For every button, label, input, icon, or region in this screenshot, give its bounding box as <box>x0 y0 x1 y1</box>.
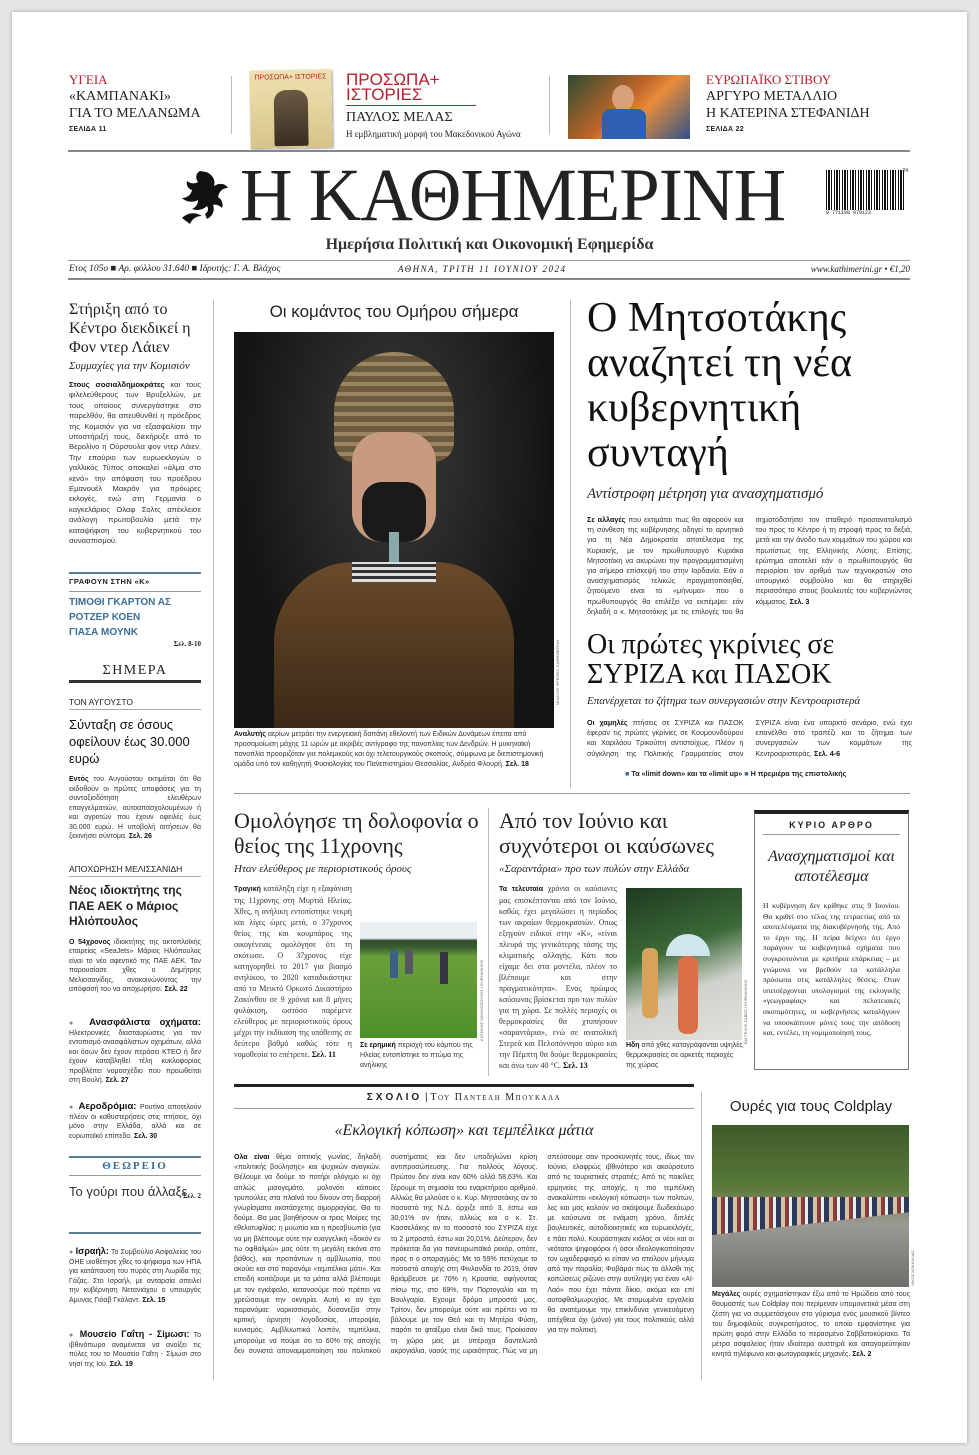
comment-body: Ολα είναι θέμα οπτικής γωνίας, δηλαδή «πολιτικής βούλησης» και ψυχικών αναγκών. Θέλουμε να δούμε το ποτήρι ολόγεμο κι όχι απλώς μισογεμάτο, μολονότι κάποιες τρυπούλες στα πλαϊνά του δίνουν στη διαρροή γνωρίσματα ακατάσχετης αιμορραγίας. Θα το δούμε. Θα μας βοηθήσουν οι τρεις Μοίρες της εθελοτυφλίας: η μυωπία και η πρεσβυωπία (για να μη βλέπουμε ούτε την ευαγγελική «δοκόν εν τω οφθαλμώ» μας ούτε τη μεγάλη εικόνα στο βάθος), και προπάντων η αμβλυωπία, που ακούει και στο παρανόμι «τεμπέλικο μάτι». Και επειδή κοιτάζουμε με τα μάτια αλλά βλέπουμε με τον εγκέφαλο, κατανοούμε πού πρέπει να χρεώσουμε την οκνηρία. Αυτή κι αν έχει παρανόμια: ναρκισσισμός, δυσανεξία στην κριτική, άρνηση λογοδοσίας, υπεροψία, κυνισμός. Αμβλυωπικά λοιπόν, τεμπέλικα, μπορούμε να πούμε ότι το 60% της αποχής δεν συνιστά αποναμιμοποίηση του πολιτικού συστήματος και δεν υποδηλώνει κρίση αντιπροσώπευσης. Για πολλούς λόγους. Πρώτον δεν είναι καν 60% αλλά 58,63%. Και ξέρουμε τη σημασία του εναρκτήριου αριθμού. Αλλιώς θα μιλούσε ο κ. Κυρ. Μητσοτάκης αν το ποσοστό της Ν.Δ. άρχιζε από 3, έστω και 30,01% αν ήταν, αλλιώς και ο κ. Στ. Κασσελάκης αν το ποσοστό του ΣΥΡΙΖΑ είχε το 2 μπροστά, έστω και 20,01%. Δεύτερον, δεν πρόκειται δα για πανευρωπαϊκό ρεκόρ, οπότε, προς τι ο σπαραγμός; Με το 59% πετύχαμε το ποσοστό αποχής στη Φινλανδία το 2019, όταν θριάμβευσε με 70% η Κροατία, αφήνοντας πίσω της, στο 69%, την Πορτογαλία και τη Βουλγαρία. Εχουμε δρόμο μπροστά μας. Τρίτον, δεν μπορούμε ούτε και πρέπει να τα βάλουμε με τον Θεό και τη Μητέρα Φύση, παρότι το φταίξιμο είναι δικό τους. Προίκισαν τη χώρα μας με υπέροχα δαντελωτά ακρογιάλια, ναούς της ωραιότητας. Πώς να μη σπεύσουμε σαν προσκυνητές τους, ιδίως τον Ιούνιο, ελαφρώς ιβθινότερο και ακούρσευτο από τις τουριστικές στρατιές; Από τις ποικίλες ερμηνείες της αποχής, η πιο τεμπέλικη ανακαλύπτει «εκλογική κόπωση» των πολιτών, λες και μας καλούν να σκάψουμε δωδεκάωρο με καύσωνα σε ενάμιση χρόνο, διπλές βουλευτικές, αυτοδιοικητικές και ευρωεκλογές, ε πάει πολύ. Κουράστηκαν κιόλας οι νέοι και οι νεότατοι ψηφοφόροι ή όσοι ιδεολογικοποίησαν τον ωχαδερφισμό κι είπαν να στείλουν μήνυμα από την παραλία; Φοβάμαι πως το άλλοθι της κοπώσεως ριζώνει στην αντίληψη για έναν «Αϊ-Λαό» που έχει πάντα δίκιο, ακόμα και επί αυτοφθαλμωρυχίας. Με στομωμένα εργαλεία θα ανατέμουμε την επικίνδυνα γενικευόμενη απέχθεια όχι (μόνο) για τους πολιτικούς αλλά για την πολιτική. <box>234 1154 694 1355</box>
writer-name: ΓΙΑΣΑ ΜΟΥΝΚ <box>69 627 138 638</box>
headline: Οι πρώτες γκρίνιες σε ΣΥΡΙΖΑ και ΠΑΣΟΚ <box>587 629 835 690</box>
heat-photo <box>626 888 742 1040</box>
article-body: Σε αλλαγές που εκτιμάται πως θα αφορούν και τη σύνθεση της κυβέρνησης οδηγεί το αρνητικό για τη Νέα Δημοκρατία αποτέλεσμα της Κυριακής, με τον πρωθυπουργό Κυριάκο Μητσοτάκη να ακυρώνει την προγραμματισμένη για σήμερα επίσκεψή του στην Ιορδανία. Εάν ο ανασχηματισμός τελικώς πραγματοποιηθεί, ζητούμενο είναι το «μήνυμα» που ο πρωθυπουργός θα επιλέξει να εκπέμψει: εάν δηλαδή ο κ. Μητσοτάκης με τις επιλογές του θα σηματοδοτήσει τον σταθερό προσανατολισμό του προς το Κέντρο ή τη στροφή προς τα δεξιά, μετά και την άνοδο των κομμάτων του χώρου και πρωτίστως της Ελληνικής Λύσης. Επίσης, ερώτημα αποτελεί εάν ο πρωθυπουργός θα περιορίσει τον αριθμό των τεχνοκρατών στο υπουργικό συμβούλιο και θα στηριχθεί περισσότερο στους βουλευτές του κυβερνώντος κόμματος. Σελ. 3 <box>587 515 912 616</box>
teaser-health[interactable] <box>69 72 219 133</box>
related-links: ■ Τα «limit down» και τα «limit up» ■ Η πρεμιέρα της επιστολικής <box>625 768 847 778</box>
headline: Ομολόγησε τη δολοφονία ο θείος της 11χρονης <box>234 808 479 858</box>
subheadline: «Σαραντάρια» προ των πυλών στην Ελλάδα <box>499 863 690 875</box>
kicker: ΑΠΟΧΩΡΗΣΗ ΜΕΛΙΣΣΑΝΙΔΗ <box>69 864 201 877</box>
teaser-kicker: ΥΓΕΙΑ <box>69 72 108 87</box>
main-story[interactable] <box>587 296 912 617</box>
barcode-number: 9 771108 979123 <box>826 210 872 216</box>
story-theorio[interactable] <box>69 1183 201 1200</box>
photo-credit: ΜΙΧΑΛΗΣ ΦΡΕΙΡΑΣ, ΚΑΘΗΜΕΡΙΝΗ <box>555 640 560 706</box>
related-link[interactable]: Τα «limit down» και τα «limit up» <box>631 768 743 778</box>
article-body: Τα τελευταία χρόνια οι καύσωνες μας επισκέπτονται από τον Ιούνιο, καθώς έχει μεγαλώσει η περίοδος των ακραίων θερμοκρασιών. Οπως εξηγούν ειδικοί στην «Κ», «είναι πλευρά της γενικότερης τάσης της κλιματικής αλλαγής. Κάτι που είχαμε δει στα μοντέλα, πλέον το βλέπουμε και στην πραγματικότητα». Ενας πρώιμος καύσωνας βρίσκεται προ των πυλών για τη χώρα. Σε πολλές περιοχές οι θερμοκρασίες θα χτυπήσουν «σαραντάρια», ενώ σε ανατολική Στερεά και Πελοπόννησο αύριο και την Πέμπτη θα δούμε θερμοκρασίες και άνω των 40 °C. Σελ. 13 <box>499 884 617 1070</box>
writer-name: ΡΟΤΖΕΡ ΚΟΕΝ <box>69 612 141 623</box>
teaser-kicker: ΕΥΡΩΠΑΪΚΟ ΣΤΙΒΟΥ <box>706 72 832 87</box>
page-ref: Σελ. 8-10 <box>173 640 201 648</box>
coldplay-title: Ουρές για τους Coldplay <box>729 1098 893 1115</box>
kicker: ΤΟΝ ΑΥΓΟΥΣΤΟ <box>69 697 201 710</box>
story-pension[interactable] <box>69 697 201 842</box>
story-von-der-leyen[interactable] <box>69 300 201 547</box>
book-cover-logo: ΠΡΟΣΩΠΑ+ ΙΣΤΟΡΙΕΣ <box>254 73 327 82</box>
comment-label: ΣΧΟΛΙΟ <box>366 1092 423 1103</box>
brief-text: ● Αεροδρόμια: Ρουτίνα αποτελούν πλέον οι καθυστερήσεις στις πτήσεις, όχι μόνο στην Ελλάδα, αλλά και σε ευρωπαϊκό επίπεδο. Σελ. 30 <box>69 1101 201 1140</box>
writer-name: ΤΙΜΟΘΙ ΓΚΑΡΤΟΝ ΑΣ <box>69 597 172 608</box>
second-story[interactable] <box>587 630 912 778</box>
theorio-label: ΘΕΩΡΕΙΟ <box>102 1160 168 1172</box>
subheadline: Ηταν ελεύθερος με περιοριστικούς όρους <box>234 863 412 875</box>
brief-israel[interactable] <box>69 1247 201 1305</box>
teaser-page: ΣΕΛΙΔΑ 22 <box>706 126 745 133</box>
issue-date: ΑΘΗΝΑ, ΤΡΙΤΗ 11 ΙΟΥΝΙΟΥ 2024 <box>398 264 567 274</box>
comment-title: «Εκλογική κόπωση» και τεμπέλικα μάτια <box>334 1122 594 1139</box>
headline: Το γούρι που άλλαξε <box>69 1184 188 1199</box>
photo-caption: Σε ερημική περιοχή του κάμπου της Ηλείας εντοπίστηκε το πτώμα της ανήλικης <box>360 1042 473 1069</box>
photo-credit: ΒΑΓΓΕΛΗΣ ΖΑΒΟΣ / EUROKINISSI <box>743 980 748 1045</box>
article-body: Εντός του Αυγούστου εκτιμάται ότι θα εκδοθούν οι πρώτες αποφάσεις για τη συνταξιοδότηση ελευθέρων επαγγελματιών, αυτοαπασχολουμένων ή και αγροτών που έχουν οφειλές έως 30.000 ευρώ. Η υποβολή αιτήσεων θα ξεκινήσει σύντομα. Σελ. 26 <box>69 776 201 840</box>
athlete-photo <box>568 75 690 139</box>
coldplay-caption: Μεγάλες ουρές σχηματίστηκαν έξω από το Ηρώδειο από τους θαυμαστές των Coldplay που περίμεναν υπομονετικά μέσα στη ζέστη για να συμμετάσχουν στο γύρισμα ενός μουσικού βίντεο του δημοφιλούς συγκροτήματος, το οποίο εμφανίστηκε για πρώτη φορά στην Ελλάδα το περασμένο Σαββατοκύριακο. Τα μέτρα ασφαλείας ήταν ιδιαίτερα αυστηρά και απαγορεύτηκαν κινητά τηλέφωνα και φωτογραφικές μηχανές. Σελ. 2 <box>712 1291 910 1358</box>
photo-credit: ΝΙΚΟΣ ΚΟΚΚΑΛΙΑΣ <box>910 1250 915 1286</box>
coldplay-queue-photo <box>712 1125 909 1287</box>
teaser-persons-stories[interactable] <box>346 72 536 139</box>
photo-caption: Αναλυτής αερίων μετράει την ενεργειακή δαπάνη εθελοντή των Ειδικών Δυνάμεων έπειτα από προσομοίωση μάχης 11 ωρών με ακριβές αντίγραφο της πανοπλίας των Δενδρών. Η μυκηναϊκή πανοπλία προοριζόταν για πολεμικούς και όχι τελετουργικούς σκοπούς, σύμφωνα με διεπιστημονική ομάδα υπό τον καθηγητή Φυσιολογίας του Πανεπιστημίου Θεσσαλίας, Ανδρέα Φλουρή. Σελ. 18 <box>234 731 544 768</box>
issue-number: 24 <box>902 168 908 174</box>
editorial-label: ΚΥΡΙΟ ΑΡΘΡΟ <box>763 820 900 835</box>
article-body: Ο 54χρονος ιδιοκτήτης της ακτοπλοϊκής εταιρείας «SeaJets» Μάριος Ηλιόπουλος είναι το νέο αφεντικό της ΠΑΕ ΑΕΚ. Τον παρουσίασε χθες ο Δημήτρης Μελισσανίδης, ανακοινώνοντας την απόφασή του να αποχωρήσει. Σελ. 22 <box>69 938 202 993</box>
editorial-title: Ανασχηματισμοί και αποτέλεσμα <box>768 848 895 885</box>
brief-uninsured-vehicles[interactable] <box>69 1018 201 1086</box>
main-headline: Ο Μητσοτάκης αναζητεί τη νέα κυβερνητική συνταγή <box>587 295 853 476</box>
story-aek[interactable] <box>69 864 201 995</box>
headline: Νέος ιδιοκτήτης της ΠΑΕ ΑΕΚ ο Μάριος Ηλιόπουλος <box>69 883 182 928</box>
field-photo <box>360 922 477 1038</box>
headline: Στήριξη από το Κέντρο διεκδικεί η Φον ντερ Λάιεν <box>69 301 191 356</box>
tagline: Ημερήσια Πολιτική και Οικονομική Εφημερίδα <box>325 236 654 253</box>
writers-box[interactable] <box>69 577 201 648</box>
photo-credit: ΑΝΤΩΝΗΣ ΝΙΚΟΛΟΠΟΥΛΟΣ / EUROKINISSI <box>479 960 484 1042</box>
subheadline: Συμμαχίες για την Κομισιόν <box>69 360 190 372</box>
commando-photo <box>234 332 554 728</box>
teaser-line: ΓΙΑ ΤΟ ΜΕΛΑΝΩΜΑ <box>69 106 201 121</box>
subheadline: Επανέρχεται το ζήτημα των συνεργασιών στην Κεντροαριστερά <box>587 695 861 707</box>
teaser-page: ΣΕΛΙΔΑ 11 <box>69 126 107 133</box>
writers-label: ΓΡΑΦΟΥΝ ΣΤΗΝ «Κ» <box>69 577 150 586</box>
article-body: Οι χαμηλές πτήσεις σε ΣΥΡΙΖΑ και ΠΑΣΟΚ έφεραν τις πρώτες γκρίνιες σε Κουμουνδούρου και Χαριλάου Τρικούπη αντιστοίχως. Πλέον η σύγκληση της Πολιτικής Γραμματείας στον ΣΥΡΙΖΑ είναι ένα υπαρκτό σενάριο, ενώ έχει επανέλθει στο τραπέζι και το ζήτημα των συνεργασιών των κομμάτων της Κεντροαριστεράς. Σελ. 4-6 <box>587 718 912 758</box>
related-link[interactable]: Η πρεμιέρα της επιστολικής <box>750 768 847 778</box>
section-today-label: ΣΗΜΕΡΑ <box>102 663 168 678</box>
teaser-athletics[interactable] <box>706 72 916 133</box>
teaser-title: ΠΑΥΛΟΣ ΜΕΛΑΣ <box>346 110 453 125</box>
teaser-line: «ΚΑΜΠΑΝΑΚΙ» <box>69 89 171 104</box>
editorial-body: Η κυβέρνηση δεν κρίθηκε στις 9 Ιουνίου. Θα κριθεί στο τέλος της τετραετίας από τα αποτελέσματα της διακυβέρνησής της. Από το έργο της. Η πείρα δείχνει ότι έργο παράγουν τα κυβερνητικά σχήματα που συγκροτούνται με κριτήρια επάρκειας – με γνώμονα να βρεθούν τα κατάλληλα πρόσωπα στις κατάλληλες θέσεις. Οταν υπεισέρχονται υπολογισμοί της εκλογικής «γεωγραφίας» και πελατειακές σκοπιμότητες, οι κυβερνήσεις καταλήγουν να υποσκάπτουν μόνες τους την απόδοση και, εντέλει, τη νομιμοποίησή τους. <box>763 901 900 1038</box>
headline: Σύνταξη σε όσους οφείλουν έως 30.000 ευρώ <box>69 717 190 766</box>
brief-airports[interactable] <box>69 1102 201 1141</box>
series-logo: ΠΡΟΣΩΠΑ+ ΙΣΤΟΡΙΕΣ <box>346 72 476 106</box>
brief-text: ● Μουσείο Γαΐτη - Σίμωσι: Το ιβθινόπωρο αναμένεται να ανοίξει τις πύλες του το Μουσείο Γαΐτη - Σίμωσι στο νησί της Ιου. Σελ. 19 <box>69 1329 201 1368</box>
editorial-box[interactable] <box>754 810 909 1070</box>
comment-author: Του Παντελη Μπουκαλα <box>430 1092 562 1103</box>
page-ref: Σελ. 2 <box>182 1192 201 1200</box>
website-price[interactable]: www.kathimerini.gr • €1,20 <box>810 264 910 274</box>
teaser-subtitle: Η εμβληματική μορφή του Μακεδονικού Αγώνα <box>346 129 521 139</box>
main-subheadline: Αντίστροφη μέτρηση για ανασχηματισμό <box>587 486 824 502</box>
griffin-logo-icon <box>176 168 232 226</box>
headline: Από τον Ιούνιο και συχνότεροι οι καύσωνες <box>499 808 714 858</box>
comment-header: ΣΧΟΛΙΟ | Του Παντελη Μπουκαλα <box>366 1092 562 1103</box>
barcode <box>826 170 906 220</box>
newspaper-title: Η ΚΑΘΗΜΕΡΙΝΗ <box>240 154 786 237</box>
teaser-line: ΑΡΓΥΡΟ ΜΕΤΑΛΛΙΟ <box>706 89 838 104</box>
photo-caption: Ηδη από χθες καταγράφονται υψηλές θερμοκρασίες σε αρκετές περιοχές της χώρας <box>626 1042 743 1069</box>
photo-story-title: Οι κομάντος του Ομήρου σήμερα <box>269 302 519 321</box>
brief-text: ● Ισραήλ: Το Συμβούλιο Ασφαλείας του ΟΗΕ υιοθέτησε χθες το ψήφισμα των ΗΠΑ για κατάπαυση του πυρός στη Λωρίδα της Γάζας. Στο Ισραήλ, με ανταρσία απειλεί την κυβέρνηση Νετανιάχου ο υπουργός Αμυνας Γιόαβ Γκάλαντ. Σελ. 15 <box>69 1246 201 1304</box>
teaser-line: Η ΚΑΤΕΡΙΝΑ ΣΤΕΦΑΝΙΔΗ <box>706 106 870 121</box>
issue-info: Ετος 105ο ■ Αρ. φύλλου 31.640 ■ Ιδρυτής: Γ. Α. Βλάχος <box>69 264 281 274</box>
brief-text: ● Ανασφάλιστα οχήματα: Ηλεκτρονικές διασταυρώσεις για τον εντοπισμό ανασφάλιστων οχημάτων, αλλά και όσων δεν έχουν περάσει ΚΤΕΟ ή δεν έχουν καταβληθεί τέλη κυκλοφορίας προβλέπει νομοσχέδιο που προωθείται στη Βουλή. Σελ. 27 <box>69 1017 202 1084</box>
article-body: Τραγική κατάληξη είχε η εξαφάνιση της 11χρονης στη Μυρτιά Ηλείας. Χθες, η ανήλικη εντοπίστηκε νεκρή και λίγες ώρες μετά, ο 37χρονος θείος της και κουμπάρος της οικογένειας ομολόγησε ότι τη σκότωσε. Ο 37χρονος είχε κατηγορηθεί το 2017 για βιασμό ανηλίκου, το 2020 καταδικάστηκε από το Μεικτό Ορκωτό Δικαστήριο Ζακύνθου σε 9 χρόνια και 8 μήνες φυλάκιση, ωστόσο παρέμενε ελεύθερος με περιοριστικούς όρους μέχρι την εκδίκαση της υπόθεσης σε δεύτερο βαθμό καθώς τότε η νομοθεσία το επέτρεπε. Σελ. 11 <box>234 884 352 1059</box>
article-body: Στους σοσιαλδημοκράτες και τους φιλελεύθερους των Βρυξελλών, με τους οποίους συνεργάστηκε στο παρελθόν, θα απευθυνθεί η πρόεδρος της Κομισιόν για να εξασφαλίσει την υποστήριξή τους, διεκήρυξε από το Βερολίνο η Ούρσουλα φον ντερ Λάιεν. Την επαύριο των ευρωεκλογών ο γαλλικός Τύπος αποκαλεί «άλμα στο κενό» την απόφαση του προέδρου Εμανουέλ Μακρόν για πρόωρες εκλογές, ενώ στη Γερμανία ο καγκελάριος Ολαφ Σολτς απέκλεισε ανάλογη πρωτοβουλία μετά την καταψήφιση του κυβερνητικού του συνασπισμού. <box>69 380 201 546</box>
brief-museum[interactable] <box>69 1330 201 1369</box>
book-cover-image <box>249 69 332 148</box>
